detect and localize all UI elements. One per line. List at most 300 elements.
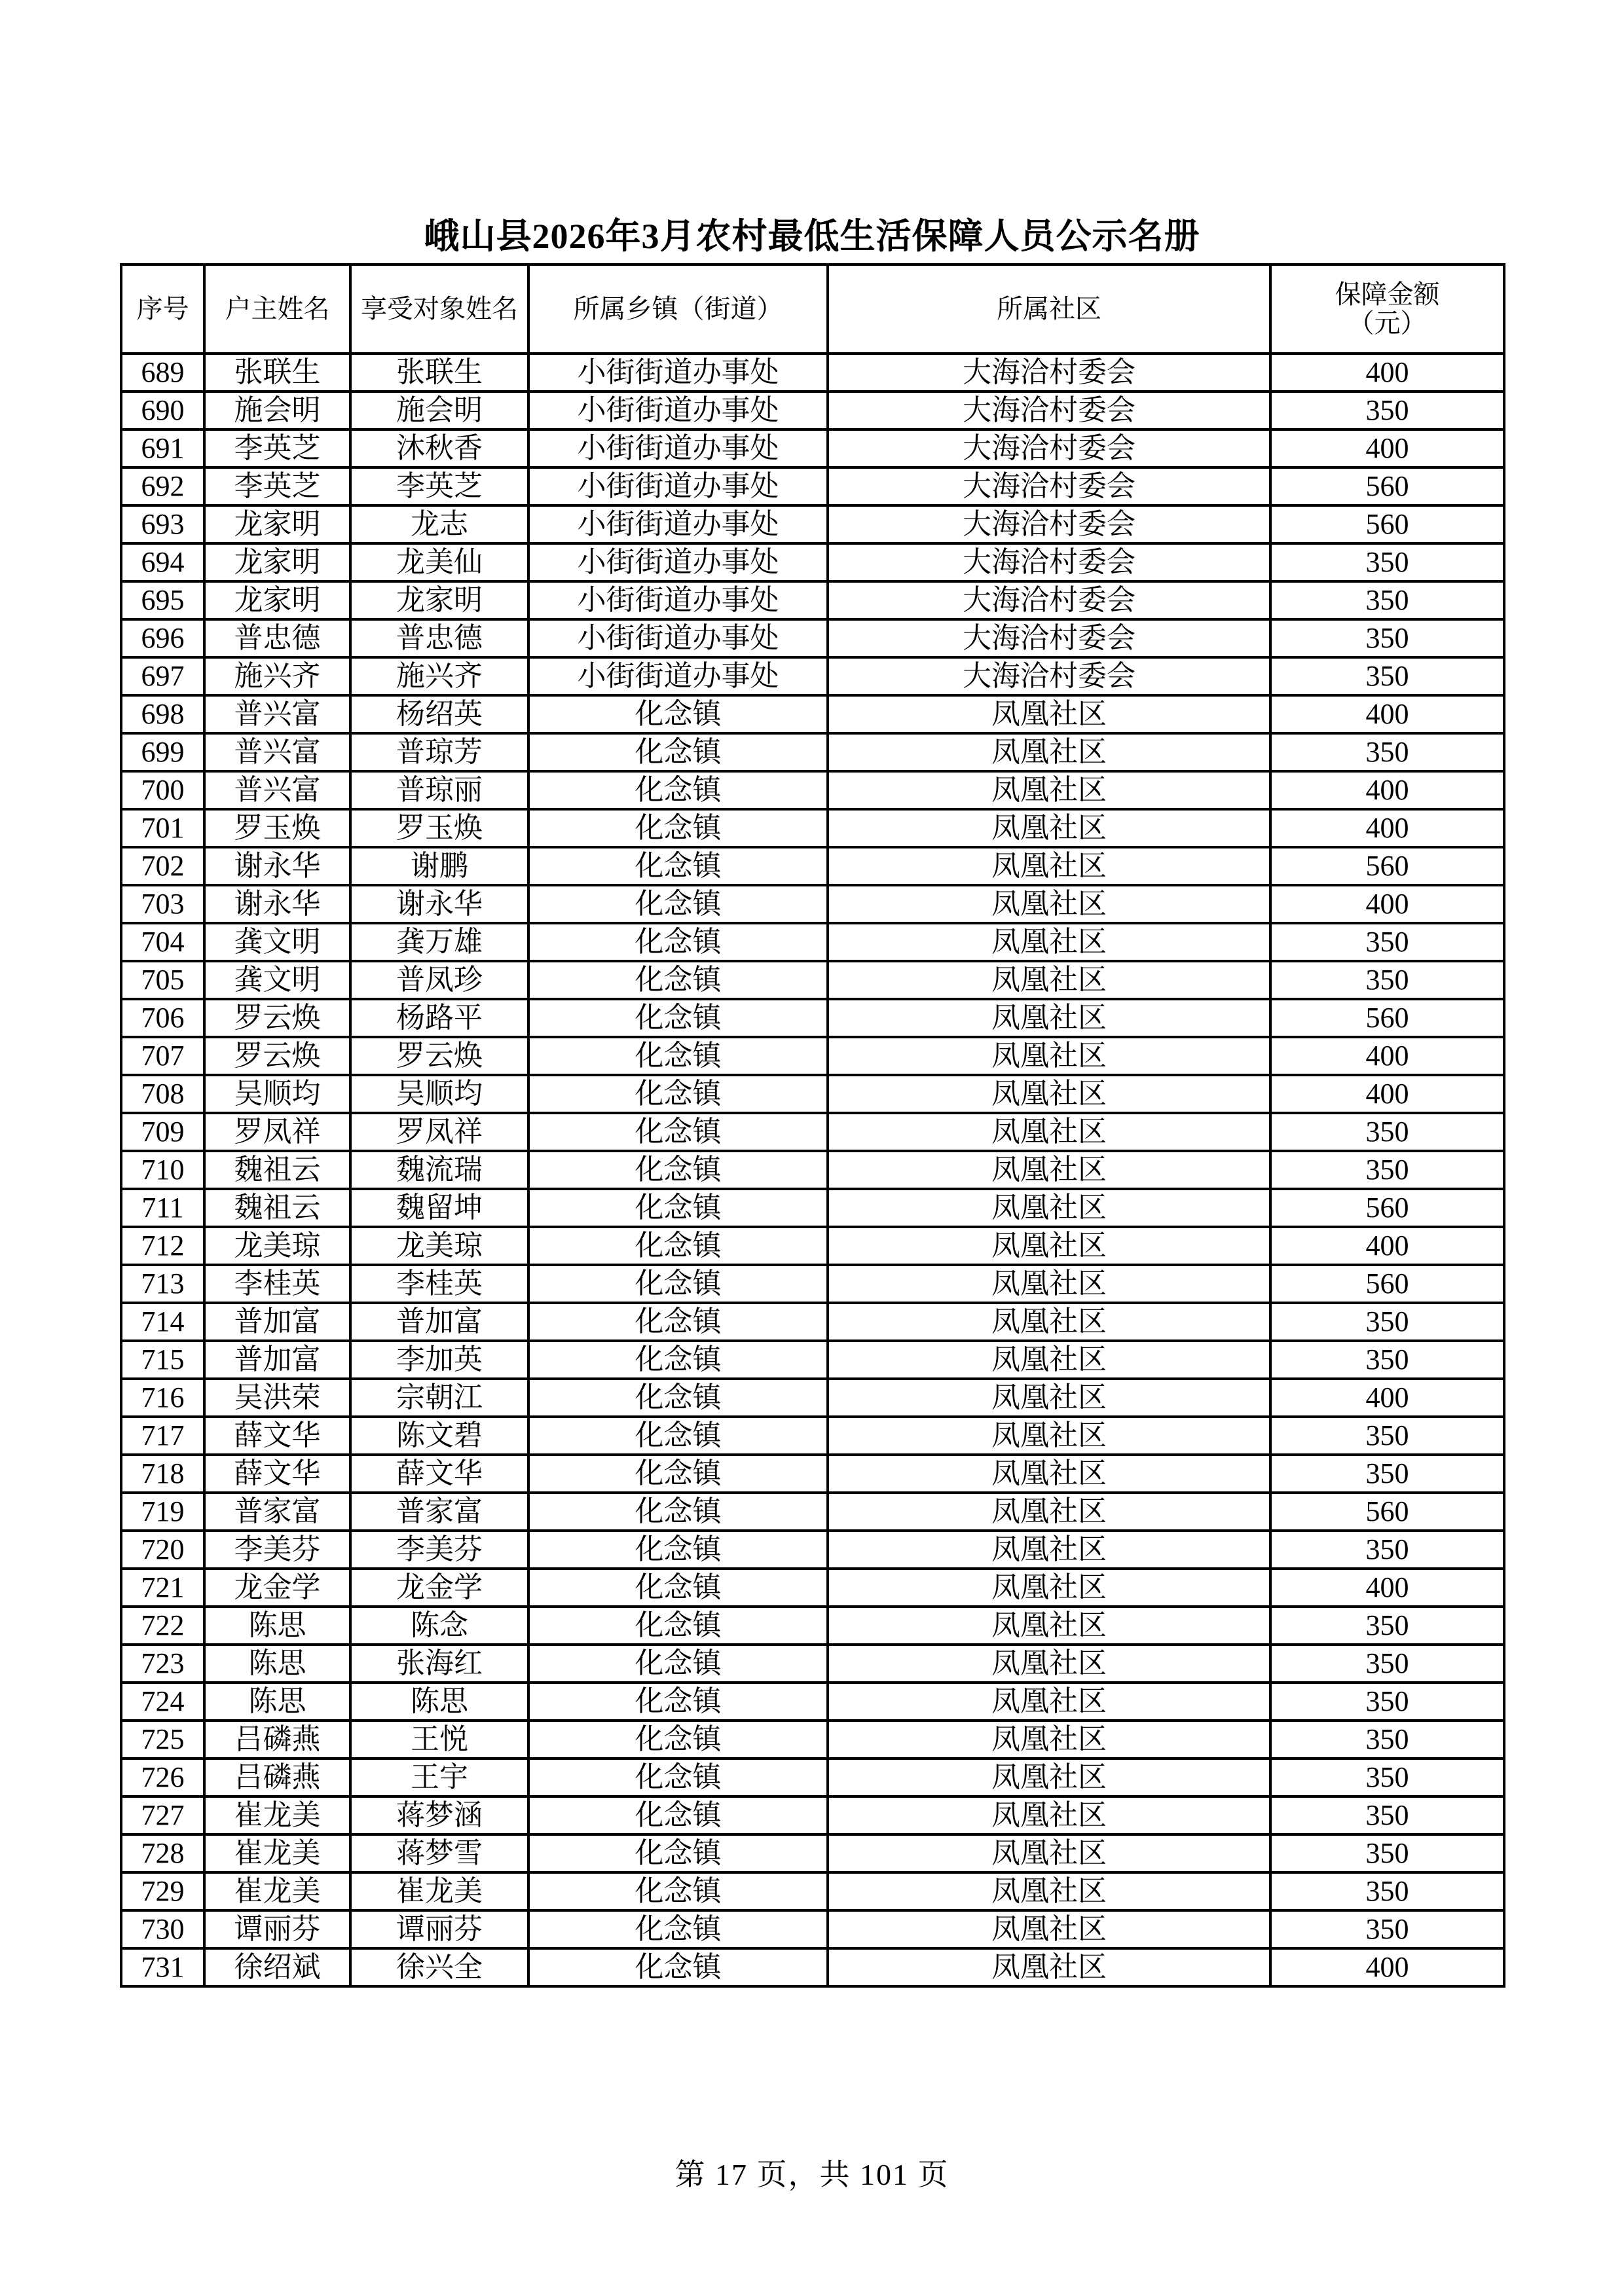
cell-community: 凤凰社区 [828,961,1270,999]
cell-seq: 699 [121,733,204,771]
cell-household-head: 龙家明 [204,505,350,543]
cell-household-head: 龙家明 [204,543,350,581]
cell-community: 凤凰社区 [828,1645,1270,1683]
cell-seq: 702 [121,847,204,885]
cell-community: 大海洽村委会 [828,619,1270,657]
column-header-township: 所属乡镇（街道） [528,264,828,354]
cell-township: 化念镇 [528,1645,828,1683]
cell-household-head: 普家富 [204,1493,350,1531]
cell-beneficiary: 罗凤祥 [350,1113,528,1151]
cell-household-head: 陈思 [204,1645,350,1683]
table-row [121,1531,1504,1569]
column-header-beneficiary: 享受对象姓名 [350,264,528,354]
cell-community: 凤凰社区 [828,1417,1270,1455]
cell-township: 化念镇 [528,1721,828,1758]
cell-beneficiary: 魏留坤 [350,1189,528,1227]
table-row [121,1189,1504,1227]
cell-household-head: 龙金学 [204,1569,350,1607]
cell-household-head: 普忠德 [204,619,350,657]
table-row [121,695,1504,733]
cell-community: 凤凰社区 [828,885,1270,923]
cell-household-head: 施兴齐 [204,657,350,695]
cell-seq: 718 [121,1455,204,1493]
cell-household-head: 崔龙美 [204,1796,350,1834]
table-row [121,1075,1504,1113]
cell-household-head: 李美芬 [204,1531,350,1569]
cell-household-head: 李英芝 [204,429,350,467]
cell-township: 化念镇 [528,999,828,1037]
table-body [121,354,1504,1986]
cell-seq: 709 [121,1113,204,1151]
cell-community: 凤凰社区 [828,1834,1270,1872]
cell-seq: 720 [121,1531,204,1569]
cell-beneficiary: 陈思 [350,1683,528,1721]
cell-amount: 350 [1270,1303,1504,1341]
cell-amount: 350 [1270,657,1504,695]
cell-beneficiary: 龚万雄 [350,923,528,961]
table-row [121,1607,1504,1645]
cell-household-head: 普兴富 [204,733,350,771]
cell-household-head: 谭丽芬 [204,1910,350,1948]
cell-household-head: 徐绍斌 [204,1948,350,1986]
cell-beneficiary: 龙美琼 [350,1227,528,1265]
cell-township: 小街街道办事处 [528,354,828,392]
column-header-community: 所属社区 [828,264,1270,354]
cell-household-head: 薛文华 [204,1417,350,1455]
cell-household-head: 谢永华 [204,885,350,923]
cell-seq: 690 [121,392,204,429]
cell-beneficiary: 沐秋香 [350,429,528,467]
cell-seq: 696 [121,619,204,657]
cell-amount: 350 [1270,543,1504,581]
cell-beneficiary: 谢鹏 [350,847,528,885]
cell-township: 化念镇 [528,923,828,961]
cell-township: 化念镇 [528,809,828,847]
cell-seq: 705 [121,961,204,999]
cell-community: 凤凰社区 [828,1037,1270,1075]
cell-seq: 724 [121,1683,204,1721]
cell-amount: 350 [1270,1834,1504,1872]
cell-community: 凤凰社区 [828,1113,1270,1151]
table-row [121,1683,1504,1721]
cell-community: 凤凰社区 [828,1531,1270,1569]
cell-beneficiary: 龙金学 [350,1569,528,1607]
table-row [121,1417,1504,1455]
cell-beneficiary: 蒋梦雪 [350,1834,528,1872]
cell-beneficiary: 普琼丽 [350,771,528,809]
cell-household-head: 魏祖云 [204,1189,350,1227]
cell-seq: 698 [121,695,204,733]
table-row [121,1948,1504,1986]
cell-household-head: 罗云焕 [204,999,350,1037]
cell-amount: 400 [1270,1037,1504,1075]
cell-household-head: 魏祖云 [204,1151,350,1189]
table-row [121,809,1504,847]
cell-beneficiary: 李美芬 [350,1531,528,1569]
table-header [121,264,1504,354]
cell-community: 大海洽村委会 [828,467,1270,505]
cell-amount: 350 [1270,961,1504,999]
cell-household-head: 薛文华 [204,1455,350,1493]
cell-beneficiary: 普家富 [350,1493,528,1531]
cell-beneficiary: 罗玉焕 [350,809,528,847]
cell-township: 小街街道办事处 [528,392,828,429]
cell-township: 化念镇 [528,1113,828,1151]
cell-community: 凤凰社区 [828,1493,1270,1531]
cell-seq: 728 [121,1834,204,1872]
cell-community: 凤凰社区 [828,771,1270,809]
cell-household-head: 普兴富 [204,771,350,809]
table-row [121,771,1504,809]
cell-beneficiary: 普凤珍 [350,961,528,999]
cell-community: 凤凰社区 [828,1721,1270,1758]
cell-community: 大海洽村委会 [828,354,1270,392]
table-row [121,1113,1504,1151]
cell-household-head: 吴顺均 [204,1075,350,1113]
cell-beneficiary: 王宇 [350,1758,528,1796]
cell-household-head: 张联生 [204,354,350,392]
table-row [121,1341,1504,1379]
cell-household-head: 龚文明 [204,961,350,999]
cell-beneficiary: 杨绍英 [350,695,528,733]
cell-amount: 560 [1270,1493,1504,1531]
cell-community: 凤凰社区 [828,1379,1270,1417]
cell-seq: 708 [121,1075,204,1113]
cell-township: 化念镇 [528,1227,828,1265]
cell-community: 凤凰社区 [828,1872,1270,1910]
cell-amount: 560 [1270,1189,1504,1227]
cell-seq: 694 [121,543,204,581]
cell-community: 凤凰社区 [828,1607,1270,1645]
cell-beneficiary: 龙志 [350,505,528,543]
cell-seq: 703 [121,885,204,923]
cell-township: 化念镇 [528,733,828,771]
cell-household-head: 普加富 [204,1341,350,1379]
cell-community: 凤凰社区 [828,809,1270,847]
column-header-amount [1270,264,1504,354]
cell-community: 大海洽村委会 [828,392,1270,429]
cell-seq: 714 [121,1303,204,1341]
cell-household-head: 李桂英 [204,1265,350,1303]
cell-township: 化念镇 [528,1948,828,1986]
cell-amount: 400 [1270,1379,1504,1417]
cell-amount: 350 [1270,1910,1504,1948]
cell-seq: 715 [121,1341,204,1379]
cell-amount: 350 [1270,1455,1504,1493]
cell-amount: 400 [1270,1075,1504,1113]
cell-community: 凤凰社区 [828,1569,1270,1607]
cell-seq: 707 [121,1037,204,1075]
column-header-household-head: 户主姓名 [204,264,350,354]
cell-community: 凤凰社区 [828,1796,1270,1834]
cell-beneficiary: 陈文碧 [350,1417,528,1455]
cell-community: 凤凰社区 [828,1948,1270,1986]
table-row [121,1645,1504,1683]
cell-township: 化念镇 [528,1758,828,1796]
cell-seq: 721 [121,1569,204,1607]
cell-household-head: 龙家明 [204,581,350,619]
cell-township: 化念镇 [528,1607,828,1645]
cell-township: 化念镇 [528,1075,828,1113]
cell-beneficiary: 谢永华 [350,885,528,923]
table-row [121,1834,1504,1872]
cell-household-head: 龚文明 [204,923,350,961]
cell-household-head: 罗凤祥 [204,1113,350,1151]
cell-community: 大海洽村委会 [828,581,1270,619]
cell-township: 小街街道办事处 [528,505,828,543]
table-row [121,657,1504,695]
table-row [121,1758,1504,1796]
cell-beneficiary: 龙美仙 [350,543,528,581]
cell-community: 凤凰社区 [828,1341,1270,1379]
header-row [121,264,1504,354]
table-row [121,429,1504,467]
cell-community: 大海洽村委会 [828,429,1270,467]
cell-beneficiary: 龙家明 [350,581,528,619]
cell-beneficiary: 徐兴全 [350,1948,528,1986]
cell-beneficiary: 薛文华 [350,1455,528,1493]
cell-beneficiary: 杨路平 [350,999,528,1037]
table-row [121,1379,1504,1417]
cell-amount: 350 [1270,923,1504,961]
cell-seq: 692 [121,467,204,505]
cell-household-head: 吕磷燕 [204,1758,350,1796]
cell-township: 化念镇 [528,1151,828,1189]
cell-township: 化念镇 [528,1341,828,1379]
cell-community: 凤凰社区 [828,1075,1270,1113]
cell-beneficiary: 张联生 [350,354,528,392]
cell-seq: 710 [121,1151,204,1189]
table-row [121,733,1504,771]
cell-township: 小街街道办事处 [528,619,828,657]
cell-seq: 725 [121,1721,204,1758]
cell-household-head: 施会明 [204,392,350,429]
cell-amount: 350 [1270,1607,1504,1645]
cell-seq: 701 [121,809,204,847]
cell-township: 化念镇 [528,1531,828,1569]
cell-township: 小街街道办事处 [528,429,828,467]
cell-beneficiary: 李桂英 [350,1265,528,1303]
cell-household-head: 普加富 [204,1303,350,1341]
table-row [121,1227,1504,1265]
cell-amount: 350 [1270,581,1504,619]
cell-township: 化念镇 [528,1417,828,1455]
cell-household-head: 吴洪荣 [204,1379,350,1417]
cell-community: 大海洽村委会 [828,657,1270,695]
cell-household-head: 李英芝 [204,467,350,505]
cell-household-head: 陈思 [204,1607,350,1645]
cell-amount: 560 [1270,505,1504,543]
table-row [121,543,1504,581]
cell-township: 化念镇 [528,771,828,809]
cell-household-head: 陈思 [204,1683,350,1721]
cell-beneficiary: 张海红 [350,1645,528,1683]
cell-beneficiary: 普忠德 [350,619,528,657]
cell-township: 化念镇 [528,1493,828,1531]
cell-township: 化念镇 [528,1265,828,1303]
cell-community: 凤凰社区 [828,1151,1270,1189]
page-title: 峨山县2026年3月农村最低生活保障人员公示名册 [424,217,1200,256]
table-row [121,923,1504,961]
cell-beneficiary: 施会明 [350,392,528,429]
cell-seq: 689 [121,354,204,392]
cell-amount: 400 [1270,1227,1504,1265]
cell-seq: 697 [121,657,204,695]
cell-household-head: 崔龙美 [204,1872,350,1910]
table-row [121,619,1504,657]
cell-township: 化念镇 [528,1379,828,1417]
cell-beneficiary: 罗云焕 [350,1037,528,1075]
table-row [121,1721,1504,1758]
cell-amount: 400 [1270,1569,1504,1607]
cell-seq: 695 [121,581,204,619]
cell-seq: 693 [121,505,204,543]
cell-amount: 350 [1270,1113,1504,1151]
cell-household-head: 龙美琼 [204,1227,350,1265]
cell-community: 凤凰社区 [828,999,1270,1037]
cell-community: 凤凰社区 [828,733,1270,771]
table-row [121,1455,1504,1493]
cell-beneficiary: 普加富 [350,1303,528,1341]
cell-seq: 700 [121,771,204,809]
cell-beneficiary: 蒋梦涵 [350,1796,528,1834]
cell-beneficiary: 李加英 [350,1341,528,1379]
cell-township: 小街街道办事处 [528,543,828,581]
table-row [121,1303,1504,1341]
table-row [121,999,1504,1037]
cell-amount: 560 [1270,467,1504,505]
cell-amount: 560 [1270,1265,1504,1303]
table-row [121,1569,1504,1607]
cell-seq: 726 [121,1758,204,1796]
cell-amount: 350 [1270,1417,1504,1455]
cell-seq: 691 [121,429,204,467]
cell-township: 化念镇 [528,1910,828,1948]
cell-community: 凤凰社区 [828,1683,1270,1721]
cell-township: 化念镇 [528,1796,828,1834]
cell-amount: 350 [1270,733,1504,771]
cell-seq: 727 [121,1796,204,1834]
cell-household-head: 崔龙美 [204,1834,350,1872]
cell-amount: 400 [1270,771,1504,809]
cell-township: 化念镇 [528,1455,828,1493]
page-footer: 第 17 页，共 101 页 [674,2158,950,2191]
cell-beneficiary: 宗朝江 [350,1379,528,1417]
roster-table [120,263,1505,1988]
cell-seq: 712 [121,1227,204,1265]
cell-household-head: 罗云焕 [204,1037,350,1075]
cell-seq: 730 [121,1910,204,1948]
cell-seq: 706 [121,999,204,1037]
cell-amount: 350 [1270,1758,1504,1796]
cell-community: 凤凰社区 [828,923,1270,961]
table-row [121,581,1504,619]
cell-community: 大海洽村委会 [828,543,1270,581]
cell-community: 凤凰社区 [828,1910,1270,1948]
table-row [121,467,1504,505]
cell-community: 凤凰社区 [828,1455,1270,1493]
cell-seq: 722 [121,1607,204,1645]
cell-beneficiary: 李英芝 [350,467,528,505]
table-row [121,1037,1504,1075]
cell-community: 凤凰社区 [828,847,1270,885]
cell-beneficiary: 普琼芳 [350,733,528,771]
cell-community: 凤凰社区 [828,1303,1270,1341]
table-row [121,961,1504,999]
cell-amount: 400 [1270,1948,1504,1986]
cell-township: 化念镇 [528,1834,828,1872]
cell-township: 化念镇 [528,847,828,885]
cell-community: 凤凰社区 [828,1227,1270,1265]
cell-household-head: 普兴富 [204,695,350,733]
cell-amount: 350 [1270,1645,1504,1683]
cell-seq: 713 [121,1265,204,1303]
cell-township: 化念镇 [528,1872,828,1910]
cell-beneficiary: 魏流瑞 [350,1151,528,1189]
table-row [121,1796,1504,1834]
cell-household-head: 罗玉焕 [204,809,350,847]
cell-amount: 350 [1270,1683,1504,1721]
table-row [121,1910,1504,1948]
table-row [121,847,1504,885]
cell-township: 化念镇 [528,885,828,923]
cell-community: 凤凰社区 [828,1758,1270,1796]
table-row [121,392,1504,429]
cell-community: 凤凰社区 [828,1189,1270,1227]
column-header-amount-line1: 保障金额 [1335,280,1440,309]
cell-amount: 350 [1270,392,1504,429]
cell-township: 化念镇 [528,1303,828,1341]
cell-seq: 731 [121,1948,204,1986]
column-header-seq: 序号 [121,264,204,354]
cell-beneficiary: 陈念 [350,1607,528,1645]
table-row [121,1265,1504,1303]
cell-township: 化念镇 [528,1189,828,1227]
table-row [121,354,1504,392]
cell-household-head: 吕磷燕 [204,1721,350,1758]
cell-amount: 350 [1270,1531,1504,1569]
cell-amount: 350 [1270,1721,1504,1758]
cell-amount: 400 [1270,429,1504,467]
cell-township: 小街街道办事处 [528,581,828,619]
cell-amount: 350 [1270,1341,1504,1379]
cell-amount: 400 [1270,885,1504,923]
cell-seq: 716 [121,1379,204,1417]
cell-amount: 560 [1270,847,1504,885]
cell-beneficiary: 吴顺均 [350,1075,528,1113]
cell-township: 化念镇 [528,695,828,733]
cell-amount: 350 [1270,1872,1504,1910]
cell-amount: 350 [1270,619,1504,657]
cell-township: 化念镇 [528,961,828,999]
cell-seq: 717 [121,1417,204,1455]
table-row [121,1872,1504,1910]
table-row [121,1151,1504,1189]
cell-amount: 400 [1270,809,1504,847]
cell-household-head: 谢永华 [204,847,350,885]
cell-township: 小街街道办事处 [528,657,828,695]
cell-township: 小街街道办事处 [528,467,828,505]
cell-community: 凤凰社区 [828,1265,1270,1303]
table-row [121,505,1504,543]
cell-community: 大海洽村委会 [828,505,1270,543]
cell-amount: 560 [1270,999,1504,1037]
cell-seq: 719 [121,1493,204,1531]
cell-beneficiary: 王悦 [350,1721,528,1758]
cell-beneficiary: 崔龙美 [350,1872,528,1910]
cell-township: 化念镇 [528,1037,828,1075]
table-row [121,1493,1504,1531]
